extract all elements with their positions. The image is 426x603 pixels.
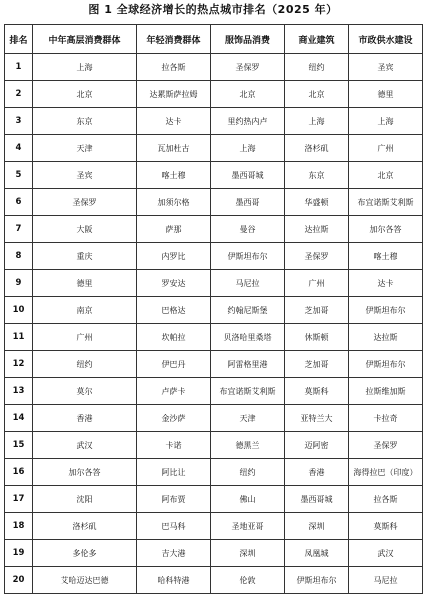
rank-cell: 17 (5, 486, 33, 513)
commercial-buildings-cell: 纽约 (285, 54, 349, 81)
young-consumers-cell: 吉大港 (137, 540, 211, 567)
commercial-buildings-cell: 广州 (285, 270, 349, 297)
header-young-consumers: 年轻消费群体 (137, 25, 211, 54)
commercial-buildings-cell: 芝加哥 (285, 297, 349, 324)
municipal-water-cell: 达卡 (349, 270, 423, 297)
header-municipal-water: 市政供水建设 (349, 25, 423, 54)
municipal-water-cell: 上海 (349, 108, 423, 135)
apparel-consumption-cell: 天津 (211, 405, 285, 432)
young-consumers-cell: 罗安达 (137, 270, 211, 297)
table-header-row (5, 25, 423, 54)
mid-high-consumers-cell: 广州 (33, 324, 137, 351)
municipal-water-cell: 伊斯坦布尔 (349, 297, 423, 324)
apparel-consumption-cell: 纽约 (211, 459, 285, 486)
young-consumers-cell: 拉各斯 (137, 54, 211, 81)
young-consumers-cell: 瓦加杜古 (137, 135, 211, 162)
apparel-consumption-cell: 马尼拉 (211, 270, 285, 297)
apparel-consumption-cell: 伊斯坦布尔 (211, 243, 285, 270)
municipal-water-cell: 武汉 (349, 540, 423, 567)
rank-cell: 3 (5, 108, 33, 135)
table-row (5, 162, 423, 189)
table-row (5, 459, 423, 486)
rank-cell: 8 (5, 243, 33, 270)
municipal-water-cell: 拉斯维加斯 (349, 378, 423, 405)
rank-cell: 15 (5, 432, 33, 459)
table-row (5, 486, 423, 513)
commercial-buildings-cell: 休斯顿 (285, 324, 349, 351)
municipal-water-cell: 达拉斯 (349, 324, 423, 351)
young-consumers-cell: 金沙萨 (137, 405, 211, 432)
rank-cell: 9 (5, 270, 33, 297)
rank-cell: 19 (5, 540, 33, 567)
rank-cell: 11 (5, 324, 33, 351)
young-consumers-cell: 达卡 (137, 108, 211, 135)
commercial-buildings-cell: 洛杉矶 (285, 135, 349, 162)
apparel-consumption-cell: 墨西哥 (211, 189, 285, 216)
apparel-consumption-cell: 布宜诺斯艾利斯 (211, 378, 285, 405)
mid-high-consumers-cell: 莫尔 (33, 378, 137, 405)
commercial-buildings-cell: 达拉斯 (285, 216, 349, 243)
commercial-buildings-cell: 北京 (285, 81, 349, 108)
mid-high-consumers-cell: 洛杉矶 (33, 513, 137, 540)
commercial-buildings-cell: 圣保罗 (285, 243, 349, 270)
commercial-buildings-cell: 亚特兰大 (285, 405, 349, 432)
apparel-consumption-cell: 佛山 (211, 486, 285, 513)
municipal-water-cell: 加尔各答 (349, 216, 423, 243)
table-row (5, 432, 423, 459)
municipal-water-cell: 马尼拉 (349, 567, 423, 594)
rank-cell: 2 (5, 81, 33, 108)
rank-cell: 4 (5, 135, 33, 162)
mid-high-consumers-cell: 香港 (33, 405, 137, 432)
rank-cell: 10 (5, 297, 33, 324)
young-consumers-cell: 卢萨卡 (137, 378, 211, 405)
young-consumers-cell: 巴马科 (137, 513, 211, 540)
mid-high-consumers-cell: 纽约 (33, 351, 137, 378)
rank-cell: 7 (5, 216, 33, 243)
young-consumers-cell: 萨那 (137, 216, 211, 243)
young-consumers-cell: 卡诺 (137, 432, 211, 459)
apparel-consumption-cell: 圣保罗 (211, 54, 285, 81)
mid-high-consumers-cell: 北京 (33, 81, 137, 108)
figure-title: 图 1 全球经济增长的热点城市排名（2025 年） (88, 3, 338, 16)
municipal-water-cell: 卡拉奇 (349, 405, 423, 432)
table-row (5, 108, 423, 135)
mid-high-consumers-cell: 德里 (33, 270, 137, 297)
young-consumers-cell: 巴格达 (137, 297, 211, 324)
header-mid-high-consumers: 中年高层消费群体 (33, 25, 137, 54)
apparel-consumption-cell: 德黑兰 (211, 432, 285, 459)
mid-high-consumers-cell: 重庆 (33, 243, 137, 270)
apparel-consumption-cell: 阿雷格里港 (211, 351, 285, 378)
mid-high-consumers-cell: 上海 (33, 54, 137, 81)
mid-high-consumers-cell: 天津 (33, 135, 137, 162)
table-row (5, 216, 423, 243)
commercial-buildings-cell: 凤凰城 (285, 540, 349, 567)
apparel-consumption-cell: 上海 (211, 135, 285, 162)
apparel-consumption-cell: 约翰尼斯堡 (211, 297, 285, 324)
mid-high-consumers-cell: 沈阳 (33, 486, 137, 513)
apparel-consumption-cell: 墨西哥城 (211, 162, 285, 189)
young-consumers-cell: 喀土穆 (137, 162, 211, 189)
commercial-buildings-cell: 莫斯科 (285, 378, 349, 405)
rank-cell: 14 (5, 405, 33, 432)
mid-high-consumers-cell: 圣宾 (33, 162, 137, 189)
mid-high-consumers-cell: 多伦多 (33, 540, 137, 567)
table-row (5, 243, 423, 270)
apparel-consumption-cell: 圣地亚哥 (211, 513, 285, 540)
apparel-consumption-cell: 深圳 (211, 540, 285, 567)
municipal-water-cell: 伊斯坦布尔 (349, 351, 423, 378)
table-row (5, 567, 423, 594)
commercial-buildings-cell: 东京 (285, 162, 349, 189)
rank-cell: 18 (5, 513, 33, 540)
city-ranking-table (4, 24, 423, 594)
municipal-water-cell: 莫斯科 (349, 513, 423, 540)
young-consumers-cell: 加须尔格 (137, 189, 211, 216)
table-row (5, 405, 423, 432)
apparel-consumption-cell: 贝洛哈里桑塔 (211, 324, 285, 351)
mid-high-consumers-cell: 南京 (33, 297, 137, 324)
municipal-water-cell: 拉各斯 (349, 486, 423, 513)
table-row (5, 540, 423, 567)
rank-cell: 6 (5, 189, 33, 216)
young-consumers-cell: 坎帕拉 (137, 324, 211, 351)
commercial-buildings-cell: 迈阿密 (285, 432, 349, 459)
young-consumers-cell: 伊巴丹 (137, 351, 211, 378)
commercial-buildings-cell: 香港 (285, 459, 349, 486)
young-consumers-cell: 阿比让 (137, 459, 211, 486)
municipal-water-cell: 布宜诺斯艾利斯 (349, 189, 423, 216)
rank-cell: 1 (5, 54, 33, 81)
municipal-water-cell: 海得拉巴（印度） (349, 459, 423, 486)
mid-high-consumers-cell: 艾哈迈达巴德 (33, 567, 137, 594)
apparel-consumption-cell: 曼谷 (211, 216, 285, 243)
mid-high-consumers-cell: 大阪 (33, 216, 137, 243)
header-commercial-buildings: 商业建筑 (285, 25, 349, 54)
commercial-buildings-cell: 深圳 (285, 513, 349, 540)
table-body (5, 54, 423, 594)
mid-high-consumers-cell: 东京 (33, 108, 137, 135)
table-row (5, 513, 423, 540)
table-row (5, 54, 423, 81)
table-row (5, 297, 423, 324)
mid-high-consumers-cell: 圣保罗 (33, 189, 137, 216)
rank-cell: 20 (5, 567, 33, 594)
young-consumers-cell: 哈科特港 (137, 567, 211, 594)
table-row (5, 135, 423, 162)
mid-high-consumers-cell: 加尔各答 (33, 459, 137, 486)
apparel-consumption-cell: 伦敦 (211, 567, 285, 594)
municipal-water-cell: 德里 (349, 81, 423, 108)
table-row (5, 189, 423, 216)
rank-cell: 16 (5, 459, 33, 486)
commercial-buildings-cell: 上海 (285, 108, 349, 135)
rank-cell: 5 (5, 162, 33, 189)
commercial-buildings-cell: 芝加哥 (285, 351, 349, 378)
table-row (5, 351, 423, 378)
municipal-water-cell: 北京 (349, 162, 423, 189)
rank-cell: 13 (5, 378, 33, 405)
rank-cell: 12 (5, 351, 33, 378)
table-row (5, 378, 423, 405)
municipal-water-cell: 喀土穆 (349, 243, 423, 270)
commercial-buildings-cell: 伊斯坦布尔 (285, 567, 349, 594)
table-row (5, 324, 423, 351)
header-apparel-consumption: 服饰品消费 (211, 25, 285, 54)
table-row (5, 270, 423, 297)
commercial-buildings-cell: 华盛顿 (285, 189, 349, 216)
young-consumers-cell: 内罗比 (137, 243, 211, 270)
apparel-consumption-cell: 里约热内卢 (211, 108, 285, 135)
municipal-water-cell: 广州 (349, 135, 423, 162)
header-rank: 排名 (5, 25, 33, 54)
mid-high-consumers-cell: 武汉 (33, 432, 137, 459)
municipal-water-cell: 圣宾 (349, 54, 423, 81)
young-consumers-cell: 达累斯萨拉姆 (137, 81, 211, 108)
commercial-buildings-cell: 墨西哥城 (285, 486, 349, 513)
table-row (5, 81, 423, 108)
apparel-consumption-cell: 北京 (211, 81, 285, 108)
municipal-water-cell: 圣保罗 (349, 432, 423, 459)
young-consumers-cell: 阿布贾 (137, 486, 211, 513)
